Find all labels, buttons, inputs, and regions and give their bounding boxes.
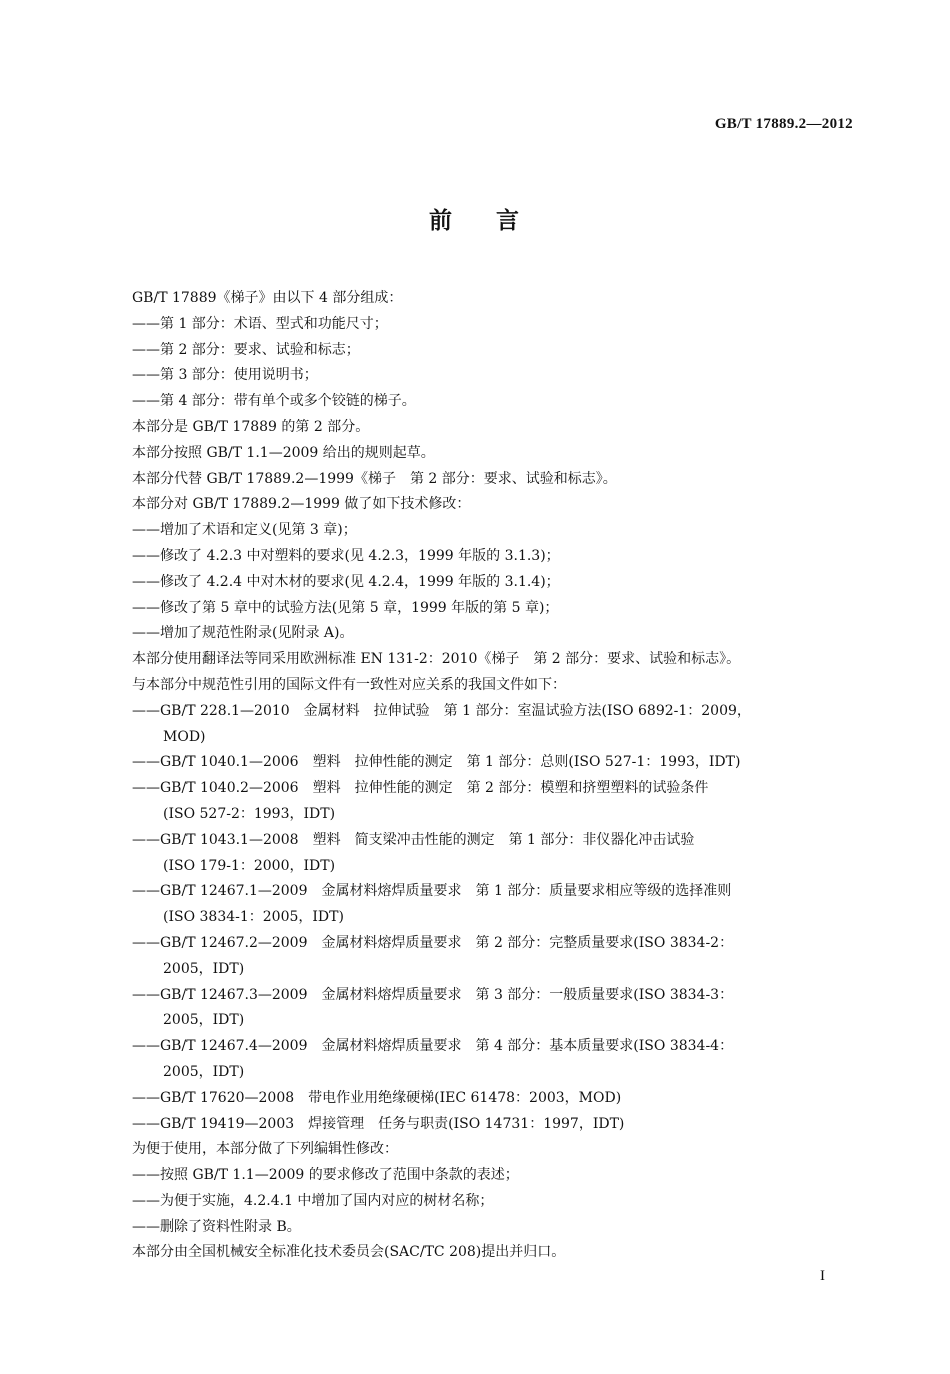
text-line: 本部分是 GB/T 17889 的第 2 部分。 xyxy=(132,418,370,435)
list-item-continuation: (ISO 179-1：2000，IDT) xyxy=(163,857,336,874)
list-item: ——GB/T 17620—2008 带电作业用绝缘硬梯(IEC 61478：2003，MOD) xyxy=(132,1089,622,1106)
list-item: ——按照 GB/T 1.1—2009 的要求修改了范围中条款的表述； xyxy=(132,1167,519,1184)
list-item: ——修改了 4.2.4 中对木材的要求(见 4.2.4，1999 年版的 3.1.4)； xyxy=(132,573,560,590)
list-item-continuation: 2005，IDT) xyxy=(163,1012,245,1029)
text-line: 本部分代替 GB/T 17889.2—1999《梯子 第 2 部分：要求、试验和标志》。 xyxy=(132,470,617,487)
list-item: ——第 2 部分：要求、试验和标志； xyxy=(132,341,360,358)
list-item: ——第 1 部分：术语、型式和功能尺寸； xyxy=(132,315,388,332)
foreword-body xyxy=(132,286,854,1266)
list-item: ——GB/T 12467.1—2009 金属材料熔焊质量要求 第 1 部分：质量要求相应等级的选择准则 xyxy=(132,883,732,900)
text-line: 本部分使用翻译法等同采用欧洲标准 EN 131-2：2010《梯子 第 2 部分：要求、试验和标志》。 xyxy=(132,651,741,668)
text-line: 本部分按照 GB/T 1.1—2009 给出的规则起草。 xyxy=(132,444,435,461)
text-line: GB/T 17889《梯子》由以下 4 部分组成： xyxy=(132,290,403,306)
list-item: ——GB/T 1040.1—2006 塑料 拉伸性能的测定 第 1 部分：总则(ISO 527-1：1993，IDT) xyxy=(132,754,741,771)
list-item: ——删除了资料性附录 B。 xyxy=(132,1218,301,1235)
text-line: 与本部分中规范性引用的国际文件有一致性对应关系的我国文件如下： xyxy=(132,676,566,693)
list-item: ——GB/T 1043.1—2008 塑料 简支梁冲击性能的测定 第 1 部分：非仪器化冲击试验 xyxy=(132,831,695,848)
title-char-1: 前 xyxy=(429,207,454,234)
page-number: I xyxy=(820,1268,825,1284)
list-item: ——修改了 4.2.3 中对塑料的要求(见 4.2.3，1999 年版的 3.1.3)； xyxy=(132,547,560,564)
text-line: 本部分由全国机械安全标准化技术委员会(SAC/TC 208)提出并归口。 xyxy=(132,1244,566,1261)
list-item: ——增加了术语和定义(见第 3 章)； xyxy=(132,522,357,539)
list-item: ——GB/T 12467.3—2009 金属材料熔焊质量要求 第 3 部分：一般质量要求(ISO 3834-3： xyxy=(132,986,734,1003)
text-line: 为便于使用，本部分做了下列编辑性修改： xyxy=(132,1141,398,1158)
list-item-continuation: (ISO 3834-1：2005，IDT) xyxy=(163,909,344,926)
list-item: ——为便于实施，4.2.4.1 中增加了国内对应的树材名称； xyxy=(132,1192,494,1209)
list-item: ——增加了规范性附录(见附录 A)。 xyxy=(132,625,354,642)
list-item-continuation: 2005，IDT) xyxy=(163,960,245,977)
title-char-2: 言 xyxy=(496,207,521,234)
text-line: 本部分对 GB/T 17889.2—1999 做了如下技术修改： xyxy=(132,496,471,513)
list-item: ——第 4 部分：带有单个或多个铰链的梯子。 xyxy=(132,393,416,410)
list-item-continuation: MOD) xyxy=(163,728,206,745)
list-item: ——GB/T 19419—2003 焊接管理 任务与职责(ISO 14731：1997，IDT) xyxy=(132,1115,625,1132)
list-item-continuation: 2005，IDT) xyxy=(163,1063,245,1080)
list-item-continuation: (ISO 527-2：1993，IDT) xyxy=(163,805,336,822)
page-title xyxy=(0,202,950,235)
list-item: ——修改了第 5 章中的试验方法(见第 5 章，1999 年版的第 5 章)； xyxy=(132,599,559,616)
list-item: ——第 3 部分：使用说明书； xyxy=(132,367,318,384)
list-item: ——GB/T 12467.4—2009 金属材料熔焊质量要求 第 4 部分：基本质量要求(ISO 3834-4： xyxy=(132,1038,734,1055)
list-item: ——GB/T 12467.2—2009 金属材料熔焊质量要求 第 2 部分：完整质量要求(ISO 3834-2： xyxy=(132,934,734,951)
list-item: ——GB/T 228.1—2010 金属材料 拉伸试验 第 1 部分：室温试验方法(ISO 6892-1：2009， xyxy=(132,702,751,719)
list-item: ——GB/T 1040.2—2006 塑料 拉伸性能的测定 第 2 部分：模塑和挤塑塑料的试验条件 xyxy=(132,780,709,797)
standard-code: GB/T 17889.2—2012 xyxy=(714,116,853,132)
